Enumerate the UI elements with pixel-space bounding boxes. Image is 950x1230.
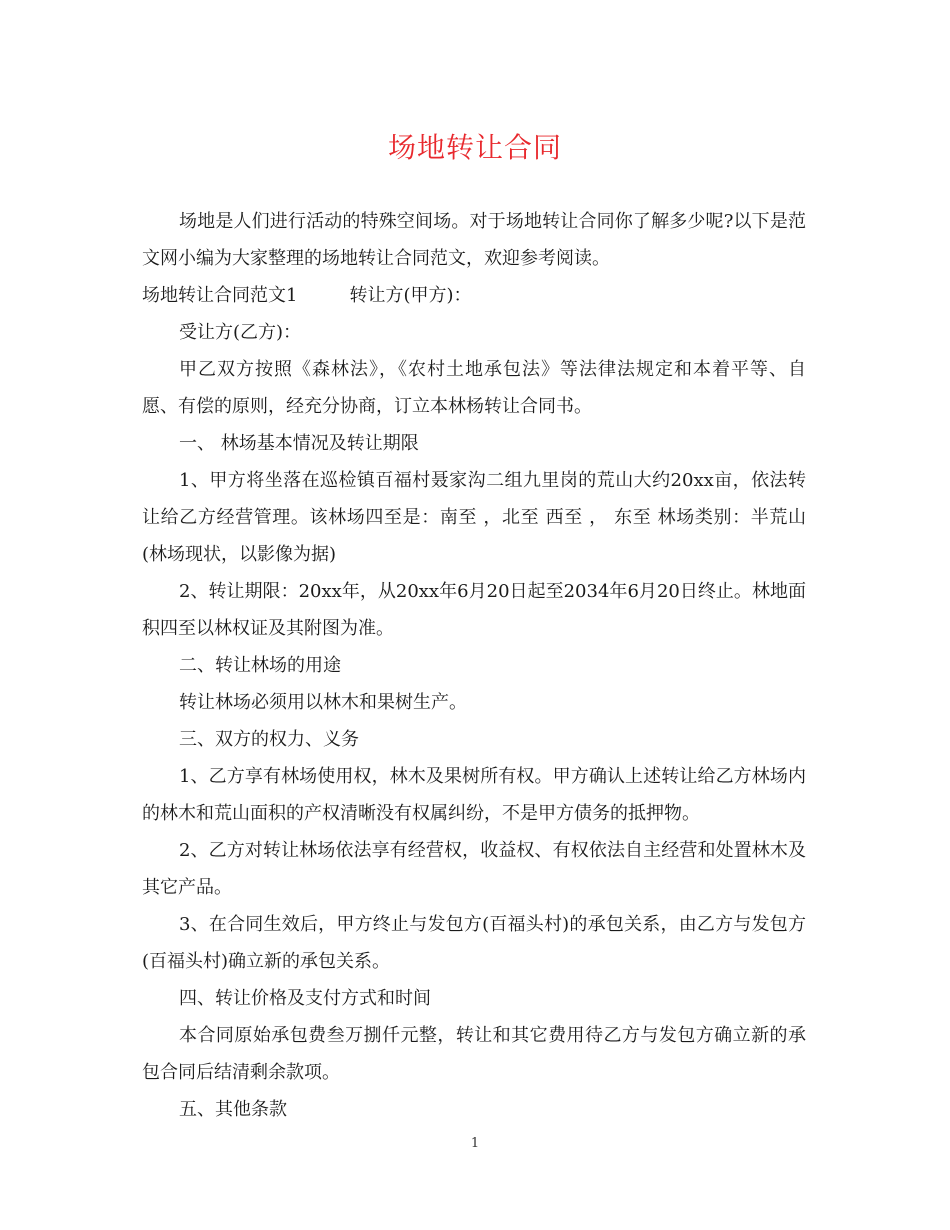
sample-heading-line — [142, 277, 806, 314]
section-2-heading: 二、转让林场的用途 — [179, 655, 341, 676]
section-5-heading: 五、其他条款 — [179, 1099, 287, 1120]
clause-3-3: 3、在合同生效后，甲方终止与发包方(百福头村)的承包关系，由乙方与发包方(百福头村)确立新的承包关系。 — [142, 914, 806, 972]
clause-3-2: 2、乙方对转让林场依法享有经营权，收益权、有权依法自主经营和处置林木及其它产品。 — [142, 840, 806, 898]
clause-3-1: 1、乙方享有林场使用权，林木及果树所有权。甲方确认上述转让给乙方林场内的林木和荒山面积的产权清晰没有权属纠纷，不是甲方债务的抵押物。 — [142, 766, 806, 824]
section-3-heading: 三、双方的权力、义务 — [179, 729, 359, 750]
document-title: 场地转让合同 — [387, 131, 562, 164]
party-a-label: 转让方(甲方)： — [349, 285, 472, 306]
page-number: 1 — [470, 1136, 480, 1151]
section-1-heading: 一、 林场基本情况及转让期限 — [179, 433, 419, 454]
preamble-paragraph: 甲乙双方按照《森林法》，《农村土地承包法》等法律法规定和本着平等、自愿、有偿的原则，经充分协商，订立本林杨转让合同书。 — [142, 359, 806, 417]
clause-4-text: 本合同原始承包费叁万捌仟元整，转让和其它费用待乙方与发包方确立新的承包合同后结清剩余款项。 — [142, 1025, 806, 1083]
intro-paragraph: 场地是人们进行活动的特殊空间场。对于场地转让合同你了解多少呢?以下是范文网小编为大家整理的场地转让合同范文，欢迎参考阅读。 — [142, 211, 806, 269]
clause-1-1: 1、甲方将坐落在巡检镇百福村聂家沟二组九里岗的荒山大约20xx亩，依法转让给乙方经营管理。该林场四至是：南至 ，北至 西至 ， 东至 林场类别：半荒山(林场现状，以影像为据) — [142, 470, 806, 565]
clause-2-text: 转让林场必须用以林木和果树生产。 — [179, 692, 467, 713]
party-b-label: 受让方(乙方)： — [179, 322, 302, 343]
clause-1-2: 2、转让期限：20xx年，从20xx年6月20日起至2034年6月20日终止。林地面积四至以林权证及其附图为准。 — [142, 581, 806, 639]
document-body — [142, 203, 806, 1128]
sample-heading: 场地转让合同范文1 — [142, 285, 298, 306]
section-4-heading: 四、转让价格及支付方式和时间 — [179, 988, 431, 1009]
